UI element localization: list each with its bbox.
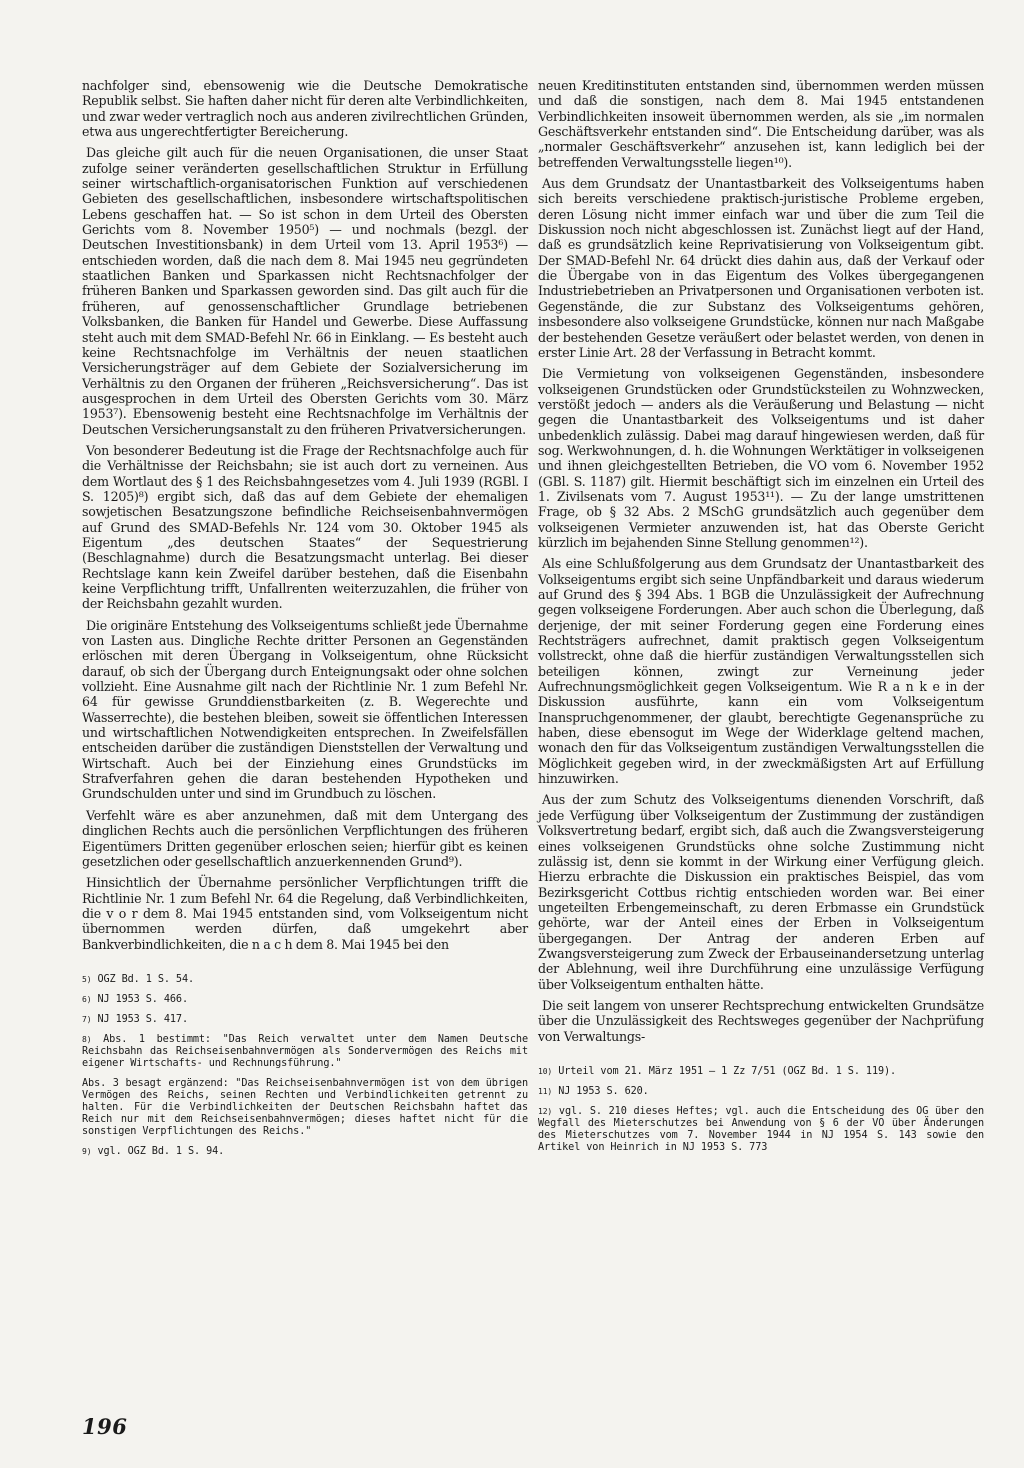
right-paragraph-3: Die Vermietung von volkseigenen Gegenständen, insbesondere volkseigenen Grundstücken oder Grundstücksteilen zu Wohnzwecken, verstößt jedoch — anders als die Veräußerung und Belastung — nicht gegen die Unantastbarkeit des Volkseigentums und ist daher unbedenklich zulässig. Dabei mag darauf hingewiesen werden, daß für sog. Werkwohnungen, d. h. die Wohnungen Werktätiger in volkseigenen und ihnen gleichgestellten Betrieben, die VO vom 6. November 1952 (GBl. S. 1187) gilt. Hiermit beschäftigt sich im einzelnen ein Urteil des 1. Zivilsenats vom 7. August 1953¹¹). — Zu der lange umstrittenen Frage, ob § 32 Abs. 2 MSchG grundsätzlich auch gegenüber dem volkseigenen Vermieter anzuwenden ist, hat das Oberste Gericht kürzlich im bejahenden Sinne Stellung genommen¹²). — [538, 366, 984, 550]
footnote-10 — [538, 1066, 984, 1078]
footnote-mark: 6) — [82, 994, 92, 1004]
left-paragraph-4: Die originäre Entstehung des Volkseigentums schließt jede Übernahme von Lasten aus. Dingliche Rechte dritter Personen an Gegenständen erlöschen mit deren Übergang in Volkseigentum, ohne Rücksicht darauf, ob sich der Übergang durch Enteignungsakt oder ohne solchen vollzieht. Eine Ausnahme gilt nach der Richtlinie Nr. 1 zum Befehl Nr. 64 für gewisse Grunddienstbarkeiten (z. B. Wegerechte und Wasserrechte), die bestehen bleiben, soweit sie öffentlichen Interessen und wirtschaftlichen Notwendigkeiten entsprechen. In Zweifelsfällen entscheiden darüber die zuständigen Dienststellen der Verwaltung und Wirtschaft. Auch bei der Einziehung eines Grundstücks im Strafverfahren gehen die daran bestehenden Hypotheken und Grundschulden unter und sind im Grundbuch zu löschen. — [82, 617, 528, 802]
right-paragraph-5: Aus der zum Schutz des Volkseigentums dienenden Vorschrift, daß jede Verfügung über Volkseigentum der Zustimmung der zuständigen Volksvertretung bedarf, ergibt sich, daß auch die Zwangsversteigerung eines volkseigenen Grundstücks ohne solche Zustimmung nicht zulässig ist, denn sie kommt in der Wirkung einer Verfügung gleich. Hierzu erbrachte die Diskussion ein praktisches Beispiel, das vom Bezirksgericht Cottbus richtig entschieden worden war. Bei einer ungeteilten Erbengemeinschaft, zu deren Erbmasse ein Grundstück gehörte, war der Anteil eines der Erben in Volkseigentum übergegangen. Der Antrag der anderen Erben auf Zwangsversteigerung zum Zweck der Erbauseinandersetzung unterlag der Ablehnung, weil ihre Durchführung eine unzulässige Verfügung über Volkseigentum enthalten hätte. — [538, 792, 984, 992]
left-column — [82, 78, 528, 1158]
footnote-12 — [538, 1106, 984, 1154]
footnote-7 — [82, 1014, 528, 1026]
footnote-mark: 9) — [82, 1146, 92, 1156]
right-column — [538, 78, 984, 1154]
footnote-9 — [82, 1146, 528, 1158]
footnote-mark: 10) — [538, 1066, 553, 1076]
footnote-text: Abs. 1 bestimmt: "Das Reich verwaltet unter dem Namen Deutsche Reichsbahn das Reichseisenbahnvermögen als Sondervermögen des Reichs mit eigener Wirtschafts- und Rechnungsführung." — [82, 1033, 528, 1069]
footnote-text: Urteil vom 21. März 1951 — 1 Zz 7/51 (OGZ Bd. 1 S. 119). — [558, 1065, 897, 1077]
footnote-text: vgl. OGZ Bd. 1 S. 94. — [97, 1145, 225, 1157]
left-paragraph-5: Verfehlt wäre es aber anzunehmen, daß mit dem Untergang des dinglichen Rechts auch die persönlichen Verpflichtungen des früheren Eigentümers Dritten gegenüber erloschen seien; hierfür gibt es keinen gesetzlichen oder gesellschaftlich anzuerkennenden Grund⁹). — [82, 807, 528, 869]
footnote-text: Abs. 3 besagt ergänzend: "Das Reichseisenbahnvermögen ist von dem übrigen Vermögen des Reichs, seinen Rechten und Verbindlichkeiten getrennt zu halten. Für die Verbindlichkeiten der Deutschen Reichsbahn haftet das Reich nur mit dem Reichseisenbahnvermögen; dieses haftet nicht für die sonstigen Verpflichtungen des Reichs." — [82, 1077, 528, 1137]
left-paragraph-6: Hinsichtlich der Übernahme persönlicher Verpflichtungen trifft die Richtlinie Nr. 1 zum Befehl Nr. 64 die Regelung, daß Verbindlichkeiten, die v o r dem 8. Mai 1945 entstanden sind, vom Volkseigentum nicht übernommen werden dürfen, daß umgekehrt aber Bankverbindlichkeiten, die n a c h dem 8. Mai 1945 bei den — [82, 875, 528, 952]
footnote-mark: 5) — [82, 974, 92, 984]
footnote-5 — [82, 974, 528, 986]
left-paragraph-3: Von besonderer Bedeutung ist die Frage der Rechtsnachfolge auch für die Verhältnisse der Reichsbahn; sie ist auch dort zu verneinen. Aus dem Wortlaut des § 1 des Reichsbahngesetzes vom 4. Juli 1939 (RGBl. I S. 1205)⁸) ergibt sich, daß das auf dem Gebiete der ehemaligen sowjetischen Besatzungszone befindliche Reichseisenbahnvermögen auf Grund des SMAD-Befehls Nr. 124 vom 30. Oktober 1945 als Eigentum „des deutschen Staates“ der Sequestrierung (Beschlagnahme) durch die Besatzungsmacht unterlag. Bei dieser Rechtslage kann kein Zweifel darüber bestehen, daß die Eisenbahn keine Verpflichtung trifft, Unfallrenten weiterzuzahlen, die früher von der Reichsbahn gezahlt wurden. — [82, 442, 528, 612]
right-paragraph-1: neuen Kreditinstituten entstanden sind, übernommen werden müssen und daß die sonstigen, nach dem 8. Mai 1945 entstandenen Verbindlichkeiten insoweit übernommen werden, als sie „im normalen Geschäftsverkehr entstanden sind“. Die Entscheidung darüber, was als „normaler Geschäftsverkehr“ anzusehen ist, kann lediglich bei der betreffenden Verwaltungsstelle liegen¹⁰). — [538, 78, 984, 170]
footnote-text: NJ 1953 S. 620. — [558, 1085, 649, 1097]
footnote-mark: 12) — [538, 1106, 553, 1116]
left-paragraph-1: nachfolger sind, ebensowenig wie die Deutsche Demokratische Republik selbst. Sie haften daher nicht für deren alte Verbindlichkeiten, und zwar weder vertraglich noch aus anderen zivilrechtlichen Gründen, etwa aus ungerechtfertigter Bereicherung. — [82, 78, 528, 140]
footnote-6 — [82, 994, 528, 1006]
footnote-mark: 7) — [82, 1014, 92, 1024]
footnote-8 — [82, 1034, 528, 1070]
footnote-mark: 11) — [538, 1086, 553, 1096]
left-footnotes — [82, 974, 528, 1158]
left-paragraph-2: Das gleiche gilt auch für die neuen Organisationen, die unser Staat zufolge seiner veränderten gesellschaftlichen Struktur in Erfüllung seiner wirtschaftlich-organisatorischen Funktion auf verschiedenen Gebieten des gesellschaftlichen, insbesondere wirtschaftspolitischen Lebens geschaffen hat. — So ist schon in dem Urteil des Obersten Gerichts vom 8. November 1950⁵) — und nochmals (bezgl. der Deutschen Investitionsbank) in dem Urteil vom 13. April 1953⁶) — entschieden worden, daß die nach dem 8. Mai 1945 neu gegründeten staatlichen Banken und Sparkassen nicht Rechtsnachfolger der früheren Banken und Sparkassen geworden sind. Das gilt auch für die früheren, auf genossenschaftlicher Grundlage betriebenen Volksbanken, die Banken für Handel und Gewerbe. Diese Auffassung steht auch mit dem SMAD-Befehl Nr. 66 in Einklang. — Es besteht auch keine Rechtsnachfolge im Verhältnis der neuen staatlichen Versicherungsträger auf dem Gebiete der Sozialversicherung im Verhältnis zu den Organen der früheren „Reichsversicherung“. Das ist ausgesprochen in dem Urteil des Obersten Gerichts vom 30. März 1953⁷). Ebensowenig besteht eine Rechtsnachfolge im Verhältnis der Deutschen Versicherungsanstalt zu den früheren Privatversicherungen. — [82, 145, 528, 437]
footnote-mark: 8) — [82, 1034, 92, 1044]
footnote-text: NJ 1953 S. 417. — [97, 1013, 188, 1025]
footnote-text: NJ 1953 S. 466. — [97, 993, 188, 1005]
right-footnotes — [538, 1066, 984, 1154]
footnote-8-continued — [82, 1078, 528, 1138]
right-paragraph-4: Als eine Schlußfolgerung aus dem Grundsatz der Unantastbarkeit des Volkseigentums ergibt sich seine Unpfändbarkeit und daraus wiederum auf Grund des § 394 Abs. 1 BGB die Unzulässigkeit der Aufrechnung gegen volkseigene Forderungen. Aber auch schon die Überlegung, daß derjenige, der mit seiner Forderung gegen eine Forderung eines Rechtsträgers aufrechnet, damit praktisch gegen Volkseigentum vollstreckt, ohne daß die hierfür zuständigen Verwaltungsstellen sich beteiligen können, zwingt zur Verneinung jeder Aufrechnungsmöglichkeit gegen Volkseigentum. Wie R a n k e in der Diskussion ausführte, kann ein vom Volkseigentum Inanspruchgenommener, der glaubt, berechtigte Gegenansprüche zu haben, diese ebensogut im Wege der Widerklage geltend machen, wonach den für das Volkseigentum zuständigen Verwaltungsstellen die Möglichkeit gegeben wird, in der zweckmäßigsten Art auf Erfüllung hinzuwirken. — [538, 556, 984, 787]
footnote-text: vgl. S. 210 dieses Heftes; vgl. auch die Entscheidung des OG über den Wegfall des Mieterschutzes bei Anwendung von § 6 der VO über Änderungen des Mieterschutzes vom 7. November 1944 in NJ 1954 S. 143 sowie den Artikel von Heinrich in NJ 1953 S. 773 — [538, 1105, 984, 1153]
right-paragraph-6: Die seit langem von unserer Rechtsprechung entwickelten Grundsätze über die Unzulässigkeit des Rechtsweges gegenüber der Nachprüfung von Verwaltungs- — [538, 997, 984, 1044]
footnote-text: OGZ Bd. 1 S. 54. — [97, 973, 195, 985]
right-paragraph-2: Aus dem Grundsatz der Unantastbarkeit des Volkseigentums haben sich bereits verschiedene praktisch-juristische Probleme ergeben, deren Lösung nicht immer einfach war und über die zum Teil die Diskussion noch nicht abgeschlossen ist. Zunächst liegt auf der Hand, daß es grundsätzlich keine Reprivatisierung von Volkseigentum gibt. Der SMAD-Befehl Nr. 64 drückt dies dahin aus, daß der Verkauf oder die Übergabe von in das Eigentum des Volkes übergegangenen Industriebetrieben an Privatpersonen und Organisationen verboten ist. Gegenstände, die zur Substanz des Volkseigentums gehören, insbesondere also volkseigene Grundstücke, können nur nach Maßgabe der bestehenden Gesetze veräußert oder belastet werden, von denen in erster Linie Art. 28 der Verfassung in Betracht kommt. — [538, 176, 984, 360]
footnote-11 — [538, 1086, 984, 1098]
page-number: 196 — [82, 1414, 128, 1439]
